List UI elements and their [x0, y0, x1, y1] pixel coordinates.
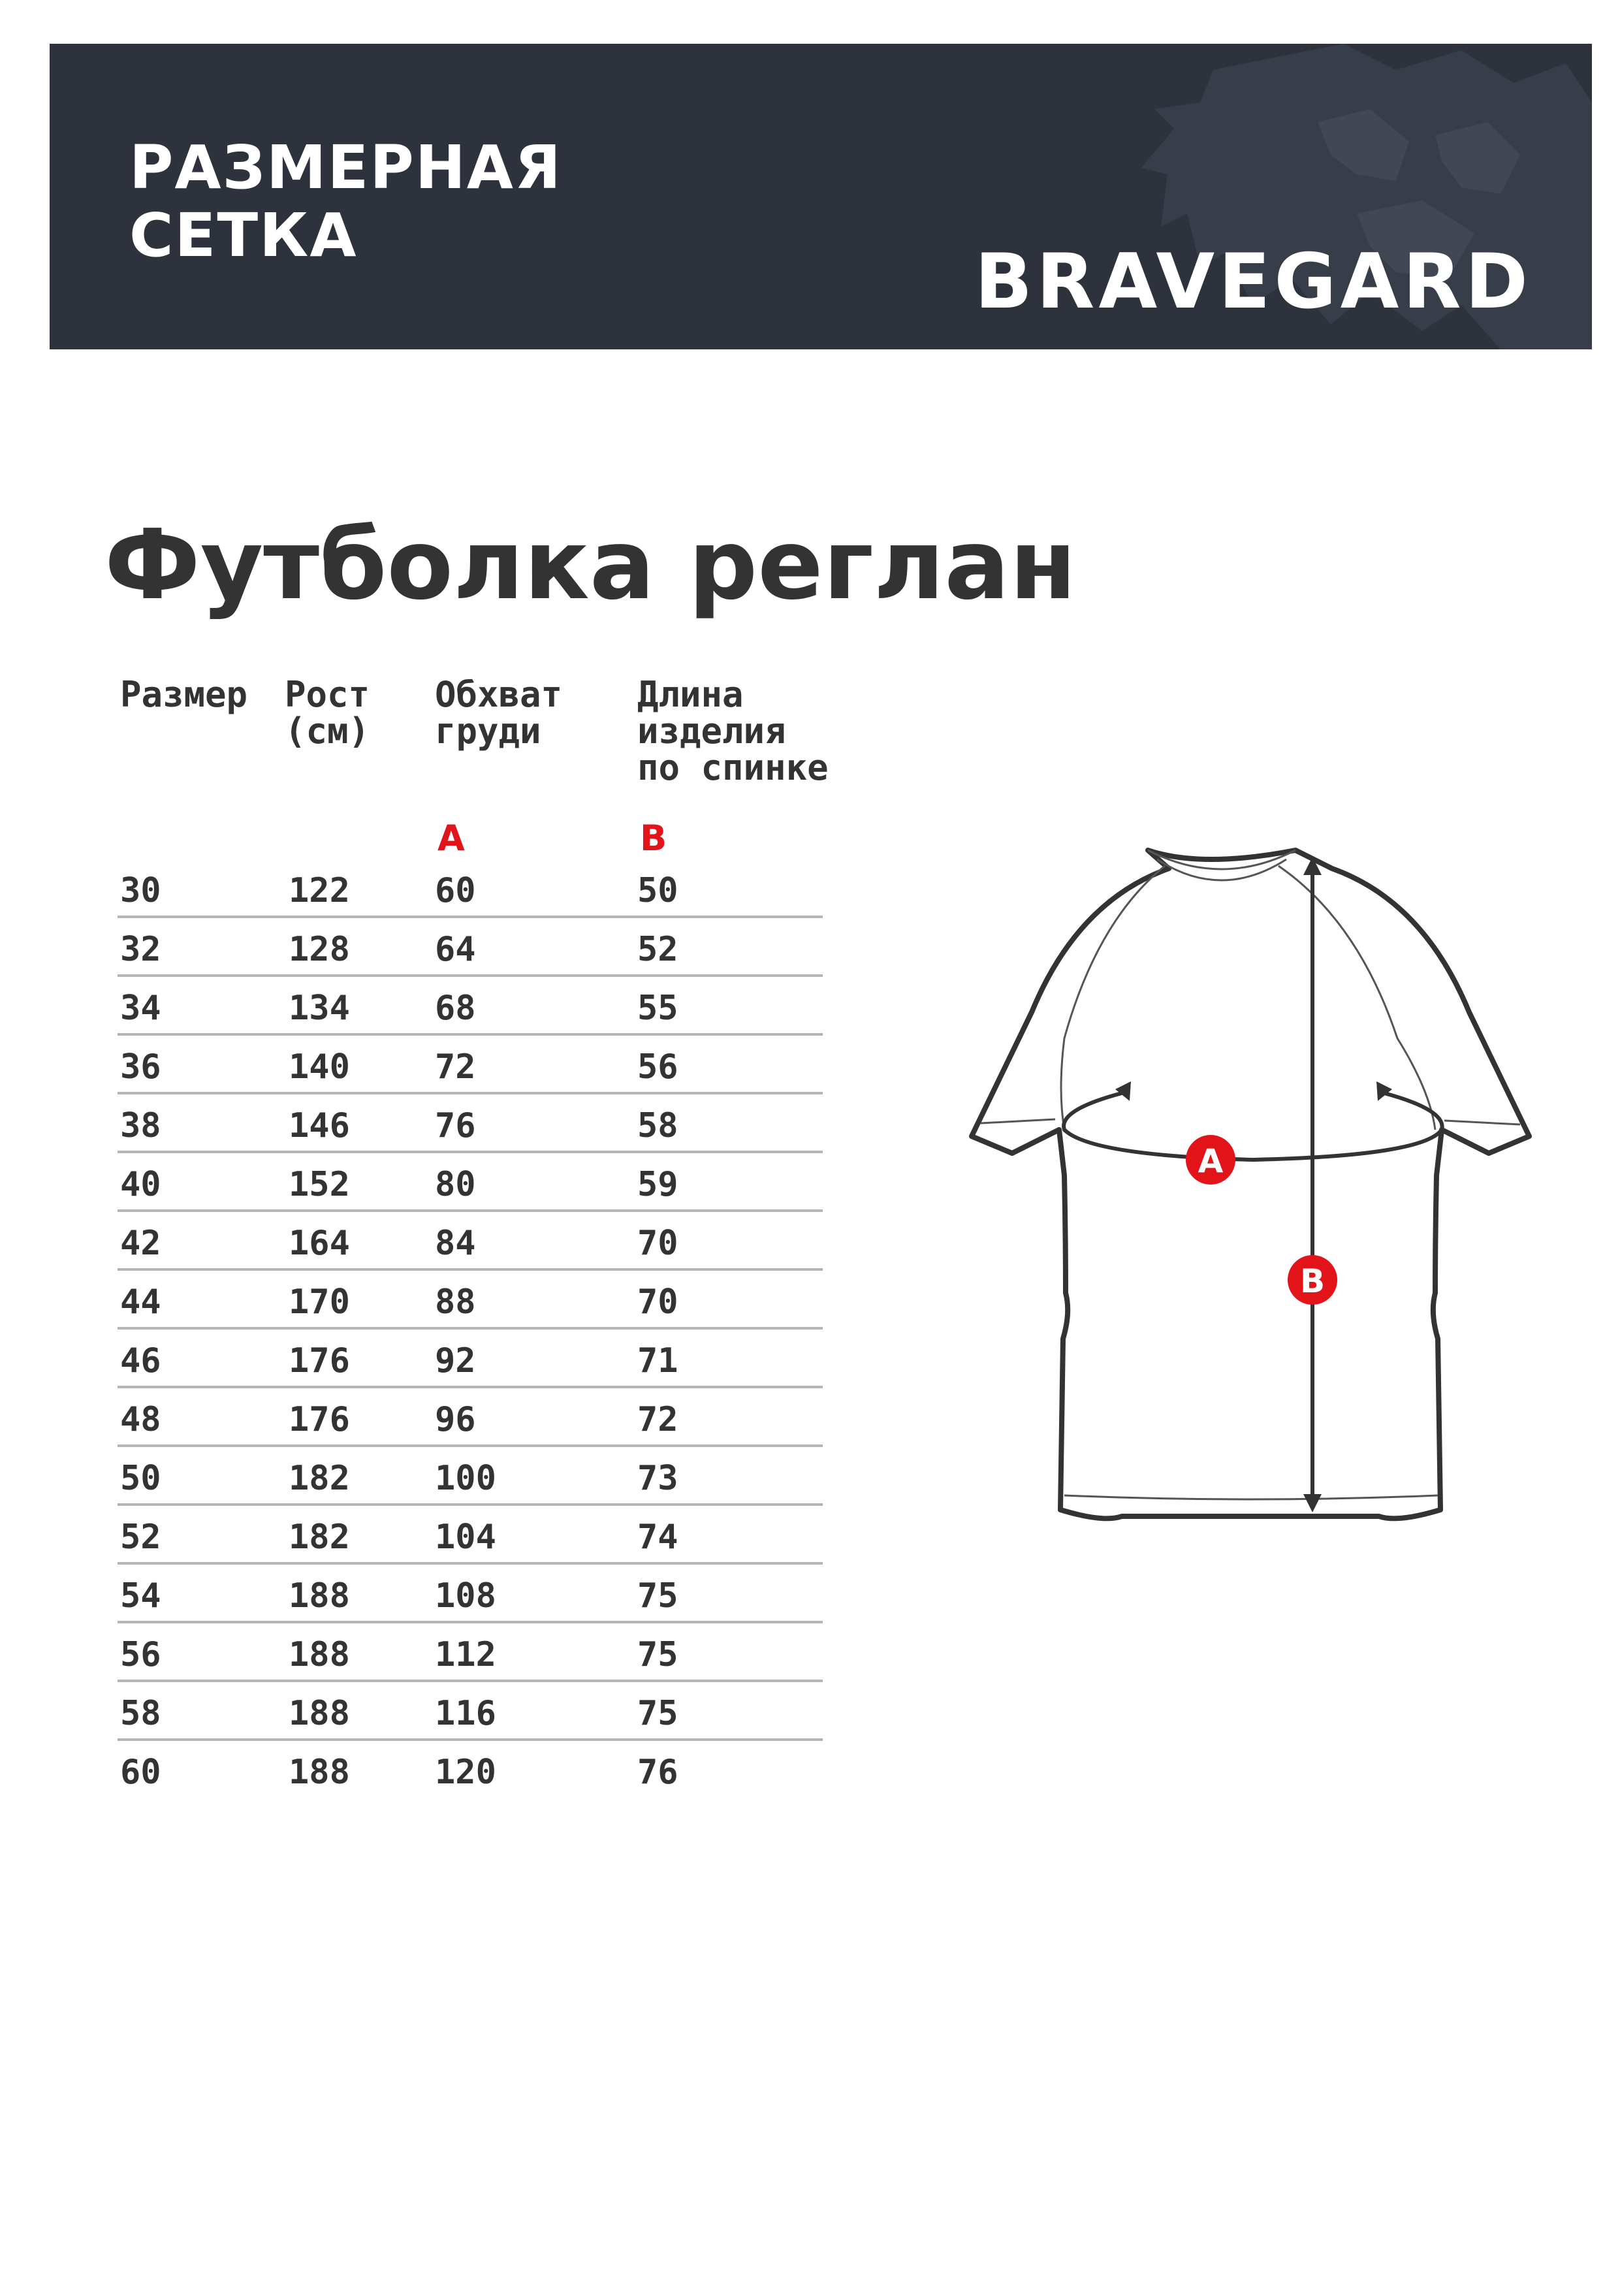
cell-size: 36: [120, 1047, 161, 1087]
table-row: [118, 1565, 823, 1623]
table-row: [118, 1682, 823, 1741]
table-row: [118, 1623, 823, 1682]
marker-a-label: A: [1198, 1142, 1224, 1180]
cell-chest: 92: [435, 1341, 476, 1380]
cell-chest: 64: [435, 930, 476, 969]
marker-b-label: B: [1299, 1262, 1326, 1300]
chest-marker-a: A: [437, 818, 465, 859]
cell-length: 70: [637, 1283, 678, 1322]
cell-size: 44: [120, 1283, 161, 1322]
cell-height: 182: [289, 1518, 350, 1557]
cell-chest: 60: [435, 871, 476, 910]
column-header-length-line1: Длина: [637, 674, 744, 715]
cell-size: 60: [120, 1753, 161, 1792]
cell-chest: 76: [435, 1106, 476, 1145]
column-header-size-line1: Размер: [120, 674, 248, 715]
cell-height: 182: [289, 1459, 350, 1498]
cell-height: 176: [289, 1400, 350, 1439]
cell-size: 34: [120, 989, 161, 1028]
cell-chest: 108: [435, 1576, 496, 1616]
cell-length: 58: [637, 1106, 678, 1145]
cell-height: 170: [289, 1283, 350, 1322]
table-row: [118, 1094, 823, 1153]
cell-length: 52: [637, 930, 678, 969]
cell-length: 50: [637, 871, 678, 910]
cell-length: 75: [637, 1576, 678, 1616]
cell-chest: 96: [435, 1400, 476, 1439]
table-row: [118, 1271, 823, 1330]
cell-height: 188: [289, 1576, 350, 1616]
table-row: [118, 1447, 823, 1506]
table-row: [118, 1388, 823, 1447]
header-title-line1: РАЗМЕРНАЯ: [129, 133, 562, 202]
cell-length: 76: [637, 1753, 678, 1792]
cell-length: 59: [637, 1165, 678, 1204]
product-title: Футболка реглан: [104, 509, 1077, 621]
cell-chest: 84: [435, 1224, 476, 1263]
cell-height: 146: [289, 1106, 350, 1145]
cell-length: 70: [637, 1224, 678, 1263]
cell-size: 32: [120, 930, 161, 969]
column-header-length-line2: изделия: [637, 710, 786, 752]
table-row: [118, 1212, 823, 1271]
cell-size: 50: [120, 1459, 161, 1498]
column-header-height: [285, 674, 370, 752]
cell-length: 55: [637, 989, 678, 1028]
header-title-line2: СЕТКА: [129, 200, 358, 270]
cell-size: 56: [120, 1635, 161, 1674]
cell-size: 48: [120, 1400, 161, 1439]
cell-height: 122: [289, 871, 350, 910]
cell-chest: 88: [435, 1283, 476, 1322]
cell-length: 72: [637, 1400, 678, 1439]
cell-size: 38: [120, 1106, 161, 1145]
cell-height: 188: [289, 1694, 350, 1733]
cell-chest: 116: [435, 1694, 496, 1733]
cell-height: 140: [289, 1047, 350, 1087]
table-row: [118, 1153, 823, 1212]
cell-chest: 68: [435, 989, 476, 1028]
cell-chest: 120: [435, 1753, 496, 1792]
table-row: [118, 1506, 823, 1565]
table-row: [118, 859, 823, 918]
column-header-length-line3: по спинке: [637, 747, 829, 788]
cell-height: 188: [289, 1635, 350, 1674]
cell-chest: 112: [435, 1635, 496, 1674]
cell-length: 71: [637, 1341, 678, 1380]
cell-height: 128: [289, 930, 350, 969]
cell-size: 40: [120, 1165, 161, 1204]
cell-height: 176: [289, 1341, 350, 1380]
table-row: [118, 977, 823, 1036]
cell-size: 46: [120, 1341, 161, 1380]
column-header-chest-line2: груди: [435, 710, 541, 752]
cell-size: 52: [120, 1518, 161, 1557]
table-row: [118, 1741, 823, 1800]
column-header-chest: [435, 674, 563, 752]
cell-length: 75: [637, 1635, 678, 1674]
column-header-chest-line1: Обхват: [435, 674, 563, 715]
column-header-height-line2: (см): [285, 710, 370, 752]
column-header-length: [637, 674, 829, 788]
cell-size: 30: [120, 871, 161, 910]
cell-length: 56: [637, 1047, 678, 1087]
cell-chest: 72: [435, 1047, 476, 1087]
column-header-height-line1: Рост: [285, 674, 370, 715]
cell-length: 74: [637, 1518, 678, 1557]
cell-height: 164: [289, 1224, 350, 1263]
cell-size: 42: [120, 1224, 161, 1263]
raglan-tshirt-diagram: [901, 842, 1541, 1535]
length-marker-b: B: [640, 818, 667, 859]
table-row: [118, 1036, 823, 1094]
column-header-size: [120, 674, 248, 715]
cell-size: 54: [120, 1576, 161, 1616]
cell-chest: 104: [435, 1518, 496, 1557]
cell-chest: 100: [435, 1459, 496, 1498]
brand-logo-text: BRAVEGARD: [974, 238, 1532, 326]
table-row: [118, 918, 823, 977]
cell-length: 73: [637, 1459, 678, 1498]
cell-height: 188: [289, 1753, 350, 1792]
cell-height: 134: [289, 989, 350, 1028]
table-row: [118, 1330, 823, 1388]
cell-length: 75: [637, 1694, 678, 1733]
header-title: [129, 134, 562, 270]
header-banner: [50, 44, 1592, 349]
cell-chest: 80: [435, 1165, 476, 1204]
cell-height: 152: [289, 1165, 350, 1204]
cell-size: 58: [120, 1694, 161, 1733]
